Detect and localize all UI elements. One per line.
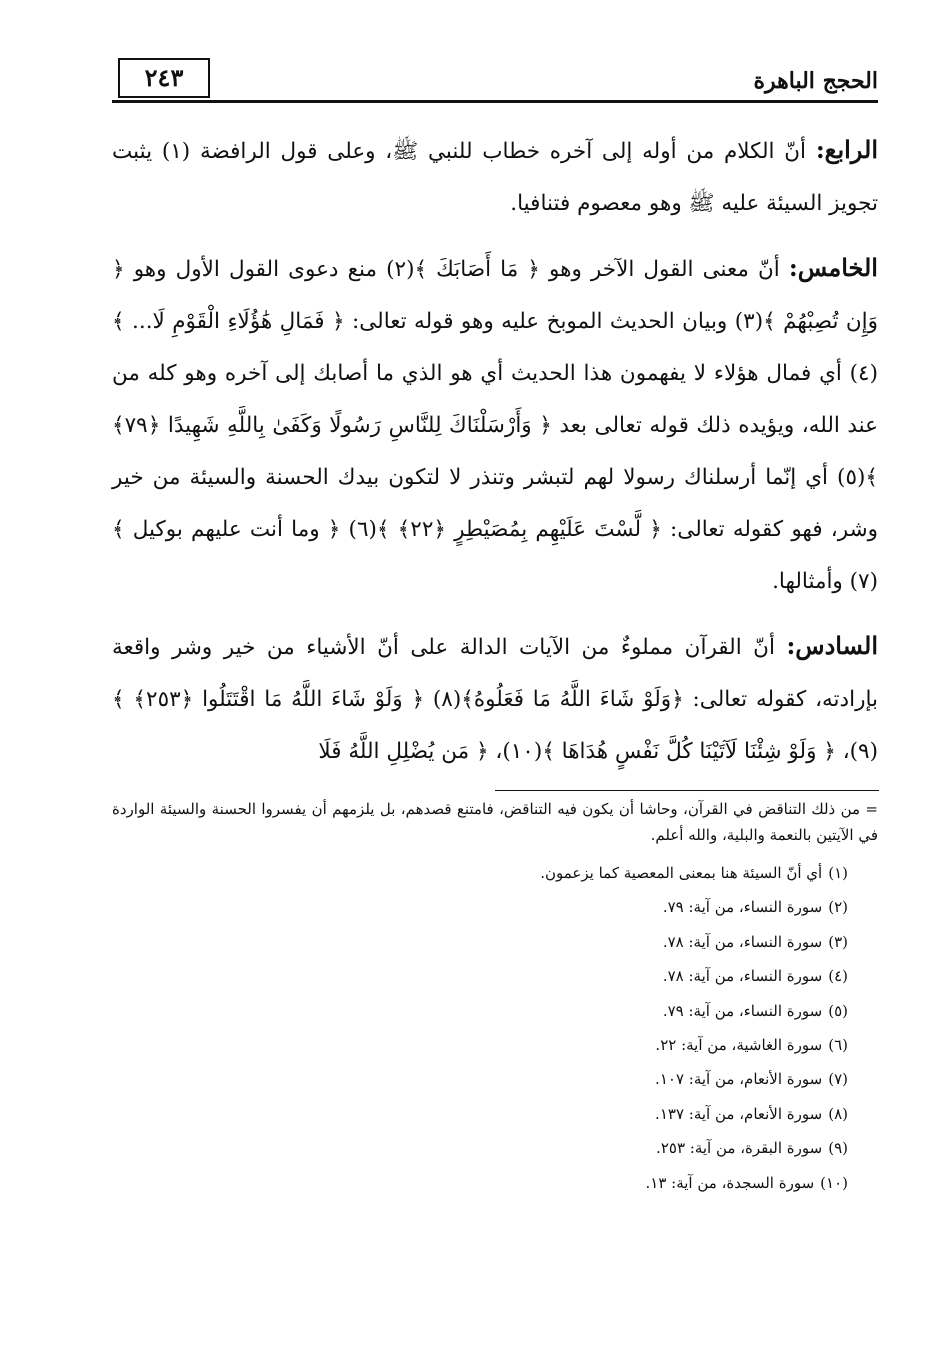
footnote-item — [112, 1097, 848, 1131]
footnote-rule — [495, 790, 879, 791]
paragraph-rabi — [112, 124, 878, 230]
footnote-item — [112, 925, 848, 959]
footnote-text: سورة النساء، من آية: ٧٩. — [662, 1001, 823, 1020]
footnotes — [112, 796, 878, 1200]
running-title: الحجج الباهرة — [753, 68, 878, 94]
footnote-text: سورة النساء، من آية: ٧٨. — [662, 932, 823, 951]
footnote-text: سورة الغاشية، من آية: ٢٢. — [655, 1035, 823, 1054]
footnote-number: (١) — [828, 864, 848, 882]
paragraph-lead: الرابع: — [815, 135, 879, 164]
footnote-list — [112, 856, 878, 1200]
header-rule — [112, 100, 878, 103]
paragraph-khamis — [112, 242, 878, 608]
footnote-item — [112, 890, 848, 924]
footnote-number: (١٠) — [820, 1173, 848, 1192]
footnote-number: (٩) — [828, 1139, 848, 1158]
footnote-text: سورة النساء، من آية: ٧٩. — [662, 898, 823, 917]
footnote-number: (٤) — [828, 967, 848, 986]
footnote-continuation: = من ذلك التناقض في القرآن، وحاشا أن يكون فيه التناقض، فامتنع قصدهم، بل يلزمهم أن يفسروا الحسنة والسيئة الواردة في الآيتين بالنعمة والبلية، والله أعلم. — [112, 800, 878, 844]
footnote-text: سورة النساء، من آية: ٧٨. — [662, 967, 823, 986]
footnote-number: (٨) — [828, 1104, 848, 1123]
paragraph-text: أنّ القرآن مملوءٌ من الآيات الدالة على أنّ الأشياء من خير وشر واقعة بإرادته، كقوله تعالى: ﴿وَلَوْ شَاءَ اللَّهُ مَا فَعَلُوهُ﴾(٨) ﴿ وَلَوْ شَاءَ اللَّهُ مَا اقْتَتَلُوا ﴿٢٥٣﴾ ﴾(٩)، ﴿ وَلَوْ شِئْنَا لَآتَيْنَا كُلَّ نَفْسٍ هُدَاهَا ﴾(١٠)، ﴿ مَن يُضْلِلِ اللَّهُ فَلَا — [112, 635, 878, 764]
page-header — [112, 52, 878, 102]
footnote-number: (٦) — [828, 1035, 848, 1054]
footnote-text: أي أنّ السيئة هنا بمعنى المعصية كما يزعمون. — [540, 864, 823, 882]
main-text — [112, 124, 878, 790]
page-number-box: ٢٤٣ — [118, 58, 210, 98]
paragraph-text: أنّ معنى القول الآخر وهو ﴿ مَا أَصَابَكَ ﴾(٢) منع دعوى القول الأول وهو ﴿ وَإِن تُصِبْهُمْ ﴾(٣) وبيان الحديث الموبخ عليه وهو قوله تعالى: ﴿ فَمَالِ هَٰؤُلَاءِ الْقَوْمِ لَا... ﴾(٤) أي فمال هؤلاء لا يفهمون هذا الحديث أي هو الذي ما أصابك إلى آخره وهو كله من عند الله، ويؤيده ذلك قوله تعالى بعد ﴿ وَأَرْسَلْنَاكَ لِلنَّاسِ رَسُولًا وَكَفَىٰ بِاللَّهِ شَهِيدًا ﴿٧٩﴾ ﴾(٥) أي إنّما أرسلناك رسولا لهم لتبشر وتنذر لا لتكون بيدك الحسنة والسيئة من خير وشر، فهو كقوله تعالى: ﴿ لَّسْتَ عَلَيْهِم بِمُصَيْطِرٍ ﴿٢٢﴾ ﴾(٦) ﴿ وما أنت عليهم بوكيل ﴾(٧) وأمثالها. — [112, 257, 878, 594]
footnote-item — [112, 1166, 848, 1200]
footnote-item — [112, 959, 848, 993]
footnote-number: (٥) — [828, 1001, 848, 1020]
footnote-text: سورة البقرة، من آية: ٢٥٣. — [656, 1139, 823, 1158]
paragraph-sadis — [112, 620, 878, 778]
footnote-item — [112, 1062, 848, 1096]
footnote-item — [112, 856, 848, 890]
footnote-number: (٣) — [828, 932, 848, 951]
paragraph-lead: الخامس: — [788, 253, 878, 282]
footnote-number: (٢) — [828, 898, 848, 917]
footnote-item — [112, 994, 848, 1028]
footnote-text: سورة الأنعام، من آية: ١٣٧. — [655, 1104, 823, 1123]
footnote-text: سورة الأنعام، من آية: ١٠٧. — [655, 1070, 823, 1089]
footnote-number: (٧) — [828, 1070, 848, 1089]
footnote-item — [112, 1131, 848, 1165]
paragraph-text: أنّ الكلام من أوله إلى آخره خطاب للنبي ﷺ، وعلى قول الرافضة (١) يثبت تجويز السيئة عليه ﷺ وهو معصوم فتنافيا. — [112, 139, 878, 216]
paragraph-lead: السادس: — [786, 631, 878, 660]
footnote-text: سورة السجدة، من آية: ١٣. — [645, 1173, 815, 1192]
footnote-item — [112, 1028, 848, 1062]
